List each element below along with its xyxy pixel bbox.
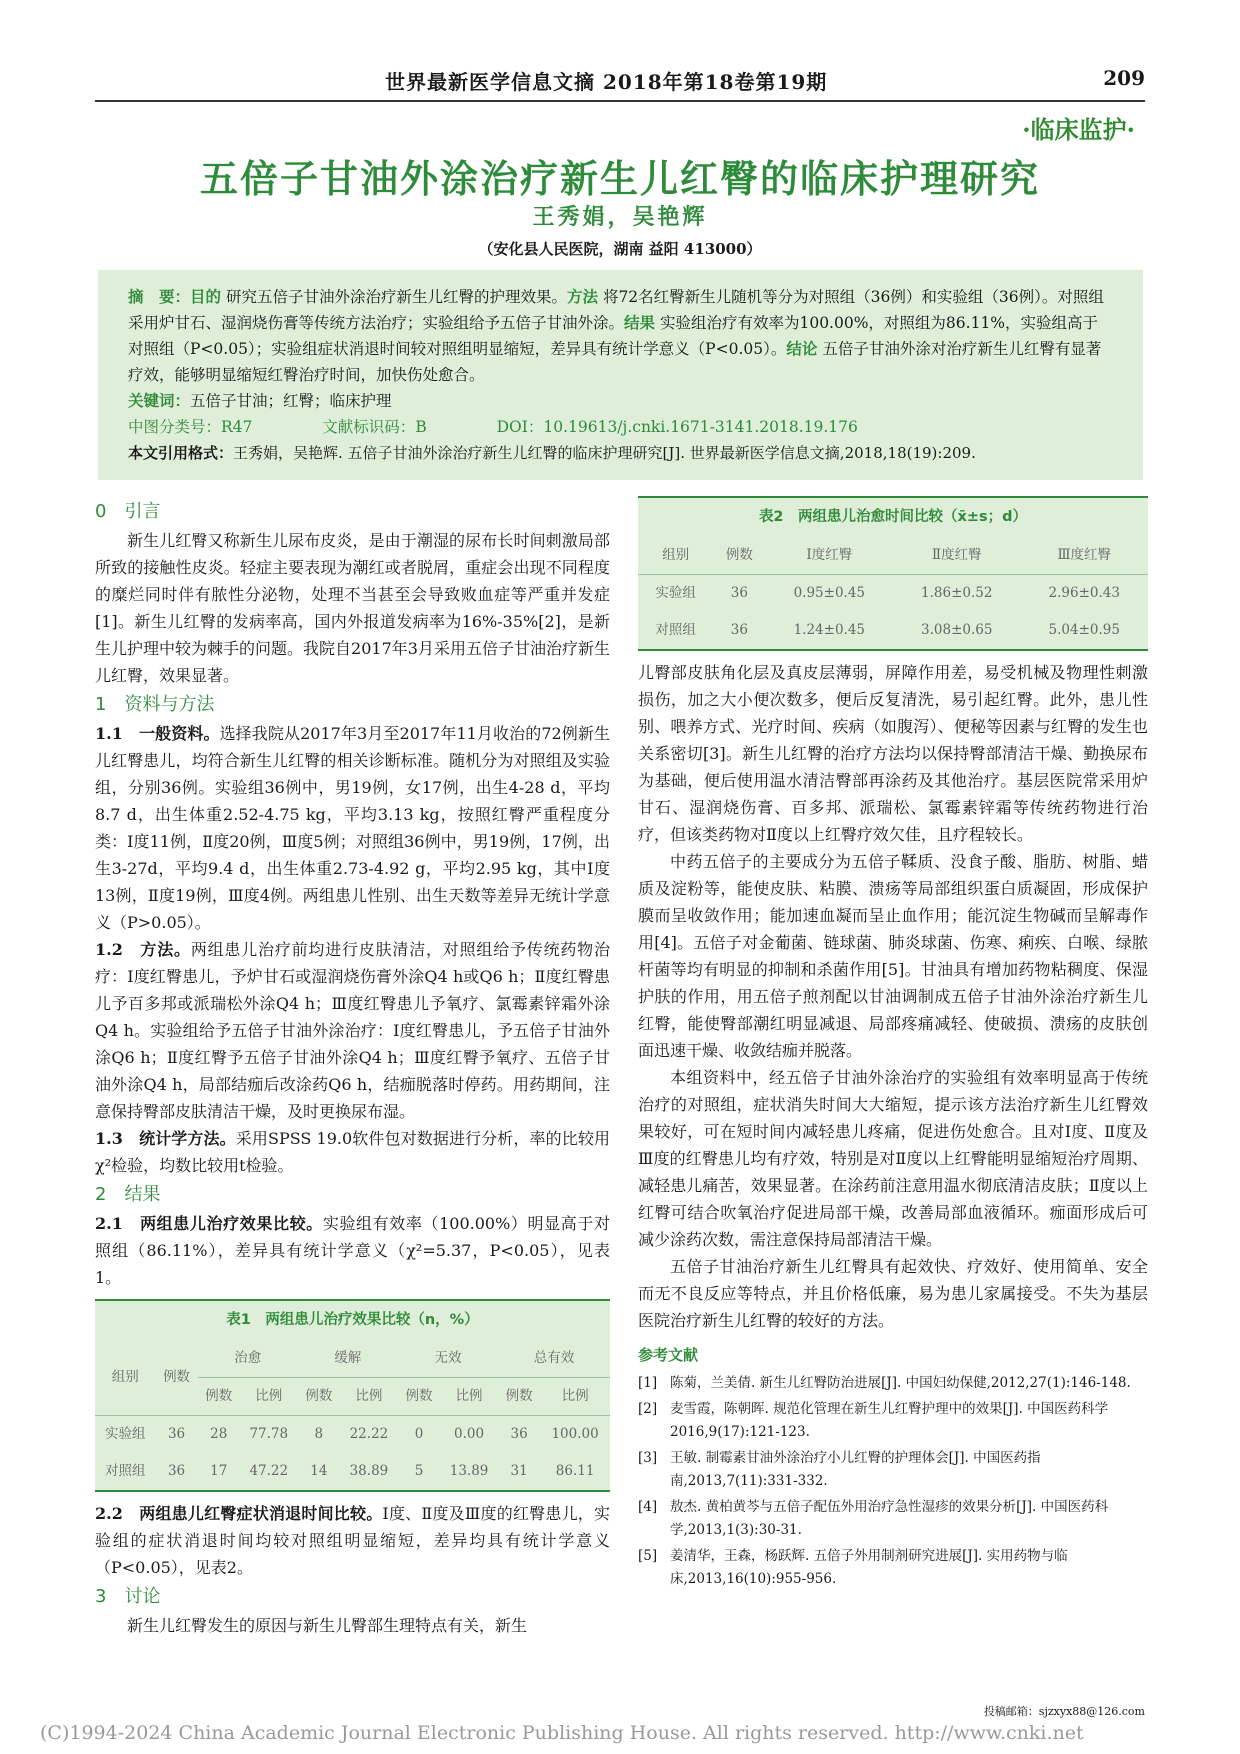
reference-item: [5] 姜清华，王森，杨跃辉. 五倍子外用制剂研究进展[J]. 实用药物与临床,2013,16(10):955-956. — [638, 1548, 1068, 1587]
general-data-label: 1.1 一般资料。 — [95, 724, 220, 743]
keywords-text: 五倍子甘油；红臀；临床护理 — [190, 392, 392, 410]
methods-sub-label: 1.2 方法。 — [95, 940, 191, 959]
abstract-box — [98, 270, 1143, 480]
table-2 — [638, 496, 1148, 651]
right-column — [638, 496, 1148, 1594]
discussion-paragraph-2: 儿臀部皮肤角化层及真皮层薄弱，屏障作用差，易受机械及物理性刺激损伤，加之大小便次数多，便后反复清洗，易引起红臀。此外，患儿性别、喂养方式、光疗时间、疾病（如腹泻）、便秘等因素与红臀的发生也关系密切[3]。新生儿红臀的治疗方法均以保持臀部清洁干燥、勤换尿布为基础，便后使用温水清洁臀部再涂药及其他治疗。基层医院常采用炉甘石、湿润烧伤膏、百多邦、派瑞松、氯霉素锌霜等传统药物进行治疗，但该类药物对Ⅱ度以上红臀疗效欠佳，且疗程较长。 — [638, 663, 1148, 844]
clc-value: R47 — [221, 418, 253, 436]
section-0-heading: 0 引言 — [95, 501, 161, 522]
table-1-header: 组别 — [95, 1340, 156, 1416]
result-2-paragraph — [95, 1500, 610, 1581]
table-2-header: Ⅲ度红臀 — [1021, 537, 1149, 575]
table-1-header: 总有效 — [498, 1340, 610, 1378]
discussion-paragraph-3: 中药五倍子的主要成分为五倍子鞣质、没食子酸、脂肪、树脂、蜡质及淀粉等，能使皮肤、粘膜、溃疡等局部组织蛋白质凝固，形成保护膜而呈收敛作用；能加速血凝而呈止血作用；能沉淀生物碱而呈解毒作用[4]。五倍子对金葡菌、链球菌、肺炎球菌、伤寒、痢疾、白喉、绿脓杆菌等均有明显的抑制和杀菌作用[5]。甘油具有增加药物粘稠度、保湿护肤的作用，用五倍子煎剂配以甘油调制成五倍子甘油外涂治疗新生儿红臀，能使臀部潮红明显减退、局部疼痛减轻、使破损、溃疡的皮肤创面迅速干燥、收敛结痂并脱落。 — [638, 852, 1148, 1060]
doi-label: DOI： — [496, 418, 544, 436]
discussion-paragraph-1: 新生儿红臀发生的原因与新生儿臀部生理特点有关，新生 — [127, 1616, 528, 1635]
objective-text: 研究五倍子甘油外涂治疗新生儿红臀的护理效果。 — [225, 288, 567, 306]
doc-code-label: 文献标识码： — [322, 418, 416, 436]
table-1-subheader: 例数 — [498, 1378, 540, 1416]
general-data-paragraph — [95, 720, 610, 936]
section-tag: ·临床监护· — [1022, 115, 1135, 144]
table-1-subheader: 比例 — [240, 1378, 298, 1416]
objective-label: 目的 — [190, 288, 222, 306]
result-2-text: Ⅰ度、Ⅱ度及Ⅲ度的红臀患儿，实验组的症状消退时间均较对照组明显缩短，差异均具有统计学意义（P<0.05），见表2。 — [95, 1504, 610, 1577]
conclusion-label: 结论 — [786, 340, 818, 358]
table-2-header: Ⅰ度红臀 — [766, 537, 893, 575]
table-1-header: 缓解 — [298, 1340, 398, 1378]
methods-sub-text: 两组患儿治疗前均进行皮肤清洁，对照组给予传统药物治疗：Ⅰ度红臀患儿，予炉甘石或湿润烧伤膏外涂Q4 h或Q6 h；Ⅱ度红臀患儿予百多邦或派瑞松外涂Q4 h；Ⅲ度红臀患儿予氧疗、氯霉素锌霜外涂Q4 h。实验组给予五倍子甘油外涂治疗：Ⅰ度红臀患儿，予五倍子甘油外涂Q6 h；Ⅱ度红臀予五倍子甘油外涂Q4 h；Ⅲ度红臀予氧疗、五倍子甘油外涂Q4 h，局部结痂后改涂药Q6 h，结痂脱落时停药。用药期间，注意保持臀部皮肤清洁干燥，及时更换尿布湿。 — [95, 940, 610, 1121]
clc-label: 中图分类号： — [128, 418, 222, 436]
table-row: 实验组 36 0.95±0.45 1.86±0.52 2.96±0.43 — [655, 585, 1120, 601]
reference-item: [3] 王敏. 制霉素甘油外涂治疗小儿红臀的护理体会[J]. 中国医药指南,2013,7(11):331-332. — [638, 1450, 1041, 1489]
general-data-text: 选择我院从2017年3月至2017年11月收治的72例新生儿红臀患儿，均符合新生儿红臀的相关诊断标准。随机分为对照组及实验组，分别36例。实验组36例中，男19例，女17例，出生4-28 d，平均8.7 d，出生体重2.52-4.75 kg，平均3.13 kg，按照红臀严重程度分类：Ⅰ度11例，Ⅱ度20例，Ⅲ度5例；对照组36例中，男19例，17例，出生3-27d，平均9.4 d，出生体重2.73-4.92 g，平均2.95 kg，其中Ⅰ度13例，Ⅱ度19例，Ⅲ度4例。两组患儿性别、出生天数等差异无统计学意义（P>0.05）。 — [95, 724, 610, 932]
citation-line — [128, 440, 1113, 466]
stats-paragraph — [95, 1125, 610, 1179]
table-1-subheader: 例数 — [298, 1378, 340, 1416]
submission-email: 投稿邮箱：sjzxyx88@126.com — [983, 1705, 1145, 1718]
table-1-subheader: 例数 — [398, 1378, 440, 1416]
table-2-header: Ⅱ度红臀 — [893, 537, 1020, 575]
table-1-header: 治愈 — [198, 1340, 298, 1378]
citation-label: 本文引用格式： — [128, 444, 234, 462]
table-row: 对照组 36 1.24±0.45 3.08±0.65 5.04±0.95 — [655, 622, 1120, 638]
table-2-caption: 表2 两组患儿治愈时间比较（x̄±s；d） — [758, 509, 1028, 525]
methods-label: 方法 — [566, 288, 598, 306]
table-row: 实验组 36 28 77.78 8 22.22 0 0.00 36 100.00 — [105, 1426, 599, 1442]
doc-code-value: B — [415, 418, 427, 436]
table-1-header: 例数 — [156, 1340, 198, 1416]
copyright-notice: (C)1994-2024 China Academic Journal Electronic Publishing House. All rights reserved. http://www.cnki.net — [40, 1722, 1084, 1744]
article-affiliation: （安化县人民医院，湖南 益阳 413000） — [478, 240, 762, 258]
table-1-subheader: 比例 — [340, 1378, 398, 1416]
article-title: 五倍子甘油外涂治疗新生儿红臀的临床护理研究 — [199, 157, 1040, 201]
table-1 — [95, 1299, 610, 1492]
results-text: 实验组治疗有效率为100.00%，对照组为86.11%，实验组高于对照组（P<0.05）；实验组症状消退时间较对照组明显缩短，差异具有统计学意义（P<0.05）。 — [128, 314, 1099, 358]
section-2-heading: 2 结果 — [95, 1184, 161, 1205]
running-head — [95, 66, 1145, 102]
classification-line — [128, 414, 1113, 440]
section-1-heading: 1 资料与方法 — [95, 694, 215, 715]
keywords-label: 关键词： — [128, 392, 191, 410]
stats-text: 采用SPSS 19.0软件包对数据进行分析，率的比较用χ²检验，均数比较用t检验。 — [95, 1129, 610, 1175]
table-2-header: 组别 — [638, 537, 713, 575]
abstract-text — [128, 284, 1113, 388]
methods-text: 将72名红臀新生儿随机等分为对照组（36例）和实验组（36例）。对照组采用炉甘石、湿润烧伤膏等传统方法治疗；实验组给予五倍子甘油外涂。 — [128, 288, 1104, 332]
section-3-heading: 3 讨论 — [95, 1586, 161, 1607]
references-heading: 参考文献 — [638, 1346, 699, 1364]
table-row: 对照组 36 17 47.22 14 38.89 5 13.89 31 86.11 — [105, 1463, 595, 1479]
reference-item: [4] 敖杰. 黄柏黄芩与五倍子配伍外用治疗急性湿疹的效果分析[J]. 中国医药科学,2013,1(3):30-31. — [638, 1499, 1109, 1538]
left-column — [95, 496, 610, 1639]
reference-item: [1] 陈菊，兰美倩. 新生儿红臀防治进展[J]. 中国妇幼保健,2012,27(1):146-148. — [638, 1375, 1131, 1391]
result-2-label: 2.2 两组患儿红臀症状消退时间比较。 — [95, 1504, 383, 1523]
table-2-header: 例数 — [713, 537, 765, 575]
result-1-paragraph — [95, 1210, 610, 1291]
table-1-subheader: 比例 — [540, 1378, 610, 1416]
reference-list — [638, 1372, 1148, 1591]
page-number: 209 — [1103, 66, 1145, 90]
table-1-subheader: 例数 — [198, 1378, 240, 1416]
discussion-paragraph-5: 五倍子甘油治疗新生儿红臀具有起效快、疗效好、使用简单、安全而无不良反应等特点，并且价格低廉，易为患儿家属接受。不失为基层医院治疗新生儿红臀的较好的方法。 — [638, 1257, 1148, 1330]
methods-paragraph — [95, 936, 610, 1125]
table-1-caption: 表1 两组患儿治疗效果比较（n，%） — [226, 1312, 479, 1328]
intro-paragraph: 新生儿红臀又称新生儿尿布皮炎，是由于潮湿的尿布长时间刺激局部所致的接触性皮炎。轻症主要表现为潮红或者脱屑，重症会出现不同程度的糜烂同时伴有脓性分泌物，处理不当甚至会导致败血症等严重并发症[1]。新生儿红臀的发病率高，国内外报道发病率为16%-35%[2]，是新生儿护理中较为棘手的问题。我院自2017年3月采用五倍子甘油治疗新生儿红臀，效果显著。 — [95, 531, 610, 685]
result-1-label: 2.1 两组患儿治疗效果比较。 — [95, 1214, 323, 1233]
table-1-subheader: 比例 — [440, 1378, 498, 1416]
citation-text: 王秀娟，吴艳辉. 五倍子甘油外涂治疗新生儿红臀的临床护理研究[J]. 世界最新医学信息文摘,2018,18(19):209. — [233, 444, 976, 462]
table-1-header: 无效 — [398, 1340, 498, 1378]
journal-name: 世界最新医学信息文摘 2018年第18卷第19期 — [385, 70, 828, 94]
result-1-text: 实验组有效率（100.00%）明显高于对照组（86.11%），差异具有统计学意义（χ²=5.37，P<0.05），见表1。 — [95, 1214, 610, 1287]
abstract-label: 摘 要： — [128, 288, 191, 306]
reference-item: [2] 麦雪霞，陈朝晖. 规范化管理在新生儿红臀护理中的效果[J]. 中国医药科学 2016,9(17):121-123. — [638, 1401, 1109, 1440]
article-authors: 王秀娟，吴艳辉 — [532, 204, 708, 230]
keywords-line — [128, 388, 1113, 414]
doi-value: 10.19613/j.cnki.1671-3141.2018.19.176 — [543, 418, 858, 436]
stats-label: 1.3 统计学方法。 — [95, 1129, 236, 1148]
conclusion-text: 五倍子甘油外涂对治疗新生儿红臀有显著疗效，能够明显缩短红臀治疗时间，加快伤处愈合。 — [128, 340, 1102, 384]
discussion-paragraph-4: 本组资料中，经五倍子甘油外涂治疗的实验组有效率明显高于传统治疗的对照组，症状消失时间大大缩短，提示该方法治疗新生儿红臀效果较好，可在短时间内减轻患儿疼痛，促进伤处愈合。且对Ⅰ度、Ⅱ度及Ⅲ度的红臀患儿均有疗效，特别是对Ⅱ度以上红臀能明显缩短治疗周期、减轻患儿痛苦，效果显著。在涂药前注意用温水彻底清洁皮肤；Ⅱ度以上红臀可结合吹氧治疗促进局部干燥，改善局部血液循环。痂面形成后可减少涂药次数，需注意保持局部清洁干燥。 — [638, 1068, 1148, 1249]
results-label: 结果 — [624, 314, 656, 332]
